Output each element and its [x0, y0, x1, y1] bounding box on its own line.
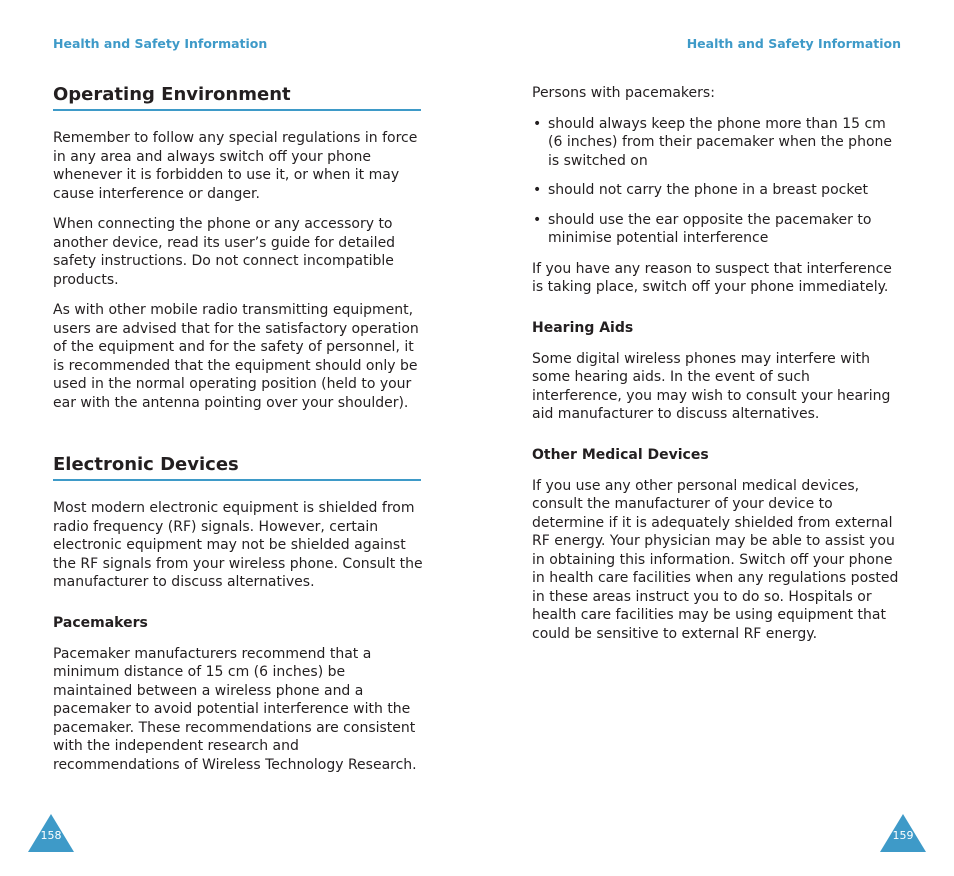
bullet-icon: • [533, 115, 542, 132]
paragraph: Most modern electronic equipment is shielded from radio frequency (RF) signals. However, certain electronic equipment may not be shielded against the RF signals from your wireless phone. Consult the manufacturer to discuss alternatives. [53, 500, 423, 590]
list-item [532, 115, 902, 171]
running-head-left: Health and Safety Information [53, 36, 268, 51]
paragraph: If you use any other personal medical devices, consult the manufacturer of your device to determine if it is adequately shielded from external RF energy. Your physician may be able to assist you in obtaining this information. Switch off your phone in health care facilities when any regulations posted in these areas instruct you to do so. Hospitals or health care facilities may be using equipment that could be sensitive to external RF energy. [532, 477, 899, 642]
right-page [477, 0, 954, 876]
list-item-text: should always keep the phone more than 15 cm (6 inches) from their pacemaker when the phone is switched on [548, 115, 892, 169]
left-column [53, 84, 425, 786]
subhead-pacemakers: Pacemakers [53, 614, 148, 631]
paragraph: When connecting the phone or any accessory to another device, read its user’s guide for detailed safety instructions. Do not connect incompatible products. [53, 216, 396, 288]
subhead-other-medical-devices: Other Medical Devices [532, 446, 709, 463]
bullet-icon: • [533, 211, 542, 228]
right-column [532, 84, 902, 655]
subhead-hearing-aids: Hearing Aids [532, 319, 634, 336]
page-number: 158 [40, 829, 62, 842]
list-item [532, 181, 902, 200]
paragraph: Pacemaker manufacturers recommend that a minimum distance of 15 cm (6 inches) be maintained between a wireless phone and a pacemaker to avoid potential interference with the pacemaker. These recommendations are consistent with the independent research and recommendations of Wireless Technology Research. [53, 645, 417, 773]
pacemaker-bullet-list [532, 115, 902, 248]
bullet-icon: • [533, 182, 542, 198]
paragraph: Persons with pacemakers: [532, 85, 715, 101]
list-item-text: should use the ear opposite the pacemaker to minimise potential interference [548, 211, 872, 246]
section-title-electronic-devices: Electronic Devices [53, 454, 421, 481]
running-head-right: Health and Safety Information [686, 36, 901, 51]
list-item-text: should not carry the phone in a breast pocket [548, 182, 869, 198]
paragraph: Remember to follow any special regulations in force in any area and always switch off your phone whenever it is forbidden to use it, or when it may cause interference or danger. [53, 130, 418, 202]
paragraph: As with other mobile radio transmitting equipment, users are advised that for the satisfactory operation of the equipment and for the safety of personnel, it is recommended that the equipment should only be used in the normal operating position (held to your ear with the antenna pointing over your shoulder). [53, 302, 419, 411]
paragraph: If you have any reason to suspect that interference is taking place, switch off your phone immediately. [532, 260, 892, 295]
page-number-badge-right [880, 814, 926, 852]
paragraph: Some digital wireless phones may interfere with some hearing aids. In the event of such interference, you may wish to consult your hearing aid manufacturer to discuss alternatives. [532, 350, 891, 422]
section-title-operating-environment: Operating Environment [53, 84, 421, 111]
page-number: 159 [892, 829, 914, 842]
list-item [532, 211, 902, 248]
section-spacer [53, 424, 425, 454]
page-number-badge-left [28, 814, 74, 852]
